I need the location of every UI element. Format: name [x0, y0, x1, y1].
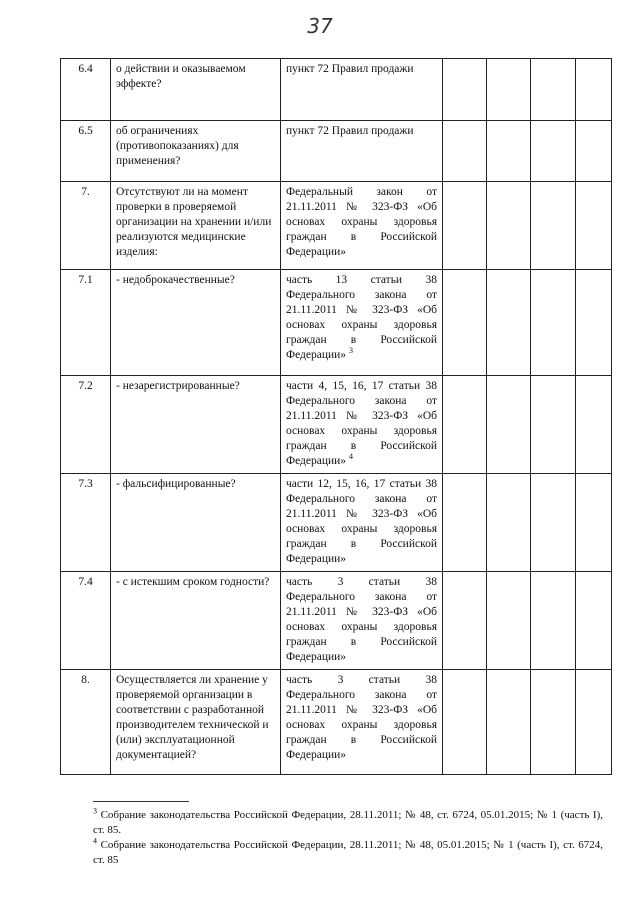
footnote-3 [93, 808, 603, 838]
answer-cell [576, 182, 612, 270]
footnote-4 [93, 838, 603, 868]
row-question: - недоброкачественные? [111, 270, 281, 376]
footnote-text: Собрание законодательства Российской Федерации, 28.11.2011; № 48, 05.01.2015; № 1 (часть I), ст. 6724, ст. 85 [93, 839, 604, 866]
row-number: 7.3 [61, 474, 111, 572]
page-number: 37 [307, 14, 333, 38]
row-question: об ограничениях (противопоказаниях) для применения? [111, 121, 281, 182]
reference-text: Федеральный закон от 21.11.2011 № 323-ФЗ «Об основах охраны здоровья граждан в Российской Федерации» [286, 186, 437, 258]
answer-cell [487, 376, 531, 474]
answer-cell [443, 572, 487, 670]
answer-cell [443, 59, 487, 121]
reference-footnote-mark: 3 [348, 346, 353, 356]
answer-cell [531, 182, 576, 270]
footnote-mark: 3 [93, 806, 97, 816]
row-number: 6.5 [61, 121, 111, 182]
answer-cell [531, 270, 576, 376]
row-question: о действии и оказываемом эффекте? [111, 59, 281, 121]
answer-cell [443, 182, 487, 270]
answer-cell [576, 670, 612, 775]
row-number: 6.4 [61, 59, 111, 121]
reference-footnote-mark: 4 [348, 452, 353, 462]
answer-cell [443, 670, 487, 775]
answer-cell [531, 474, 576, 572]
answer-cell [576, 376, 612, 474]
answer-cell [576, 270, 612, 376]
reference-text: пункт 72 Правил продажи [286, 63, 414, 75]
row-number: 7.4 [61, 572, 111, 670]
reference-text: части 4, 15, 16, 17 статьи 38 Федерального закона от 21.11.2011 № 323-ФЗ «Об основах охраны здоровья граждан в Российской Федерации» [286, 380, 437, 467]
answer-cell [487, 182, 531, 270]
row-number: 7.1 [61, 270, 111, 376]
answer-cell [487, 670, 531, 775]
answer-cell [531, 572, 576, 670]
row-reference [281, 121, 443, 182]
row-number: 8. [61, 670, 111, 775]
table-row [61, 270, 612, 376]
table-row [61, 474, 612, 572]
table-row [61, 670, 612, 775]
answer-cell [487, 270, 531, 376]
answer-cell [531, 59, 576, 121]
table-row [61, 121, 612, 182]
reference-text: часть 3 статьи 38 Федерального закона от 21.11.2011 № 323-ФЗ «Об основах охраны здоровья граждан в Российской Федерации» [286, 674, 437, 761]
answer-cell [576, 121, 612, 182]
footnote-mark: 4 [93, 836, 97, 846]
row-question: Отсутствуют ли на момент проверки в проверяемой организации на хранении и/или реализуются медицинские изделия: [111, 182, 281, 270]
reference-text: части 12, 15, 16, 17 статьи 38 Федерального закона от 21.11.2011 № 323-ФЗ «Об основах охраны здоровья граждан в Российской Федерации» [286, 478, 437, 565]
answer-cell [576, 572, 612, 670]
row-reference [281, 182, 443, 270]
row-reference [281, 474, 443, 572]
row-reference [281, 59, 443, 121]
answer-cell [531, 121, 576, 182]
row-reference [281, 670, 443, 775]
row-number: 7.2 [61, 376, 111, 474]
row-question: - фальсифицированные? [111, 474, 281, 572]
row-reference [281, 572, 443, 670]
table-row [61, 572, 612, 670]
reference-text: часть 3 статьи 38 Федерального закона от 21.11.2011 № 323-ФЗ «Об основах охраны здоровья граждан в Российской Федерации» [286, 576, 437, 663]
table-row [61, 376, 612, 474]
answer-cell [443, 474, 487, 572]
answer-cell [443, 121, 487, 182]
row-reference [281, 270, 443, 376]
answer-cell [531, 670, 576, 775]
reference-text: пункт 72 Правил продажи [286, 125, 414, 137]
row-question: Осуществляется ли хранение у проверяемой организации в соответствии с разработанной производителем технической и (или) эксплуатационной документацией? [111, 670, 281, 775]
checklist-table [60, 58, 612, 775]
answer-cell [531, 376, 576, 474]
row-number: 7. [61, 182, 111, 270]
footnote-text: Собрание законодательства Российской Федерации, 28.11.2011; № 48, ст. 6724, 05.01.2015; № 1 (часть I), ст. 85. [93, 809, 604, 836]
answer-cell [576, 59, 612, 121]
row-question: - с истекшим сроком годности? [111, 572, 281, 670]
footnote-divider [93, 801, 189, 802]
table-row [61, 182, 612, 270]
table-row [61, 59, 612, 121]
answer-cell [443, 376, 487, 474]
reference-text: часть 13 статьи 38 Федерального закона от 21.11.2011 № 323-ФЗ «Об основах охраны здоровья граждан в Российской Федерации» [286, 274, 437, 361]
footnotes [93, 808, 603, 868]
answer-cell [443, 270, 487, 376]
answer-cell [487, 59, 531, 121]
row-reference [281, 376, 443, 474]
row-question: - незарегистрированные? [111, 376, 281, 474]
answer-cell [487, 121, 531, 182]
answer-cell [487, 572, 531, 670]
answer-cell [576, 474, 612, 572]
answer-cell [487, 474, 531, 572]
